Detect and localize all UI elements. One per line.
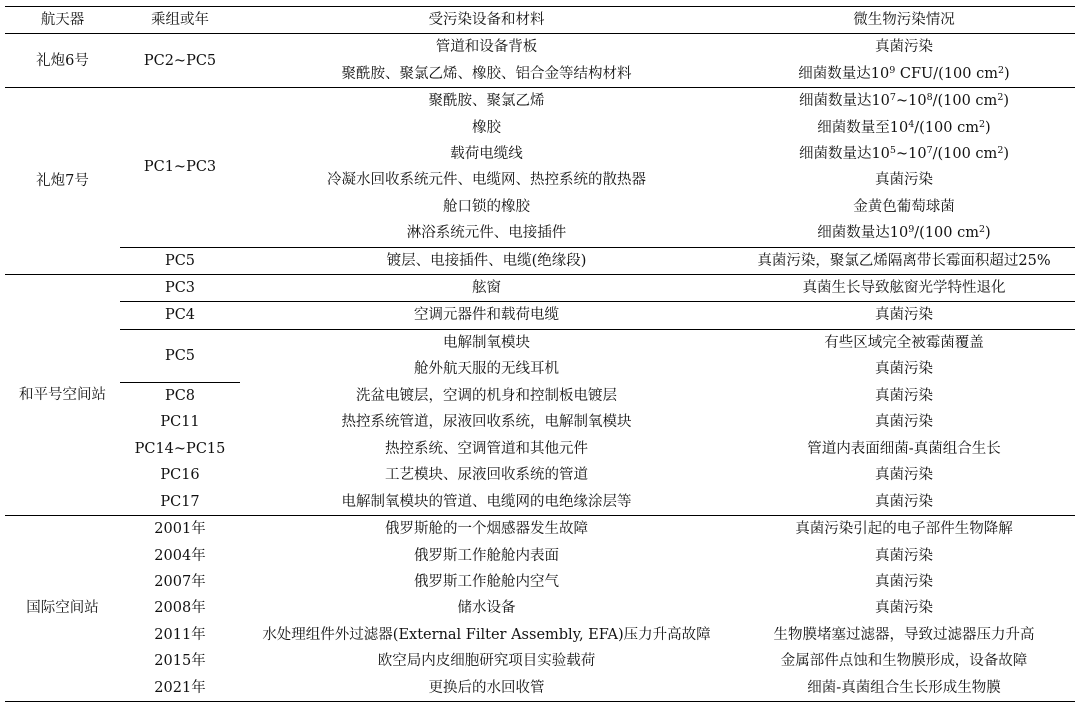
contamination-cell: 真菌污染: [875, 600, 933, 617]
group-iss: [5, 516, 1075, 702]
spacecraft-name: 礼炮6号: [36, 52, 89, 69]
table-row: [5, 675, 1075, 702]
year-cell: 2004年: [154, 547, 206, 564]
superscript: 5: [889, 144, 896, 156]
materials-cell: 俄罗斯工作舱舱内表面: [414, 547, 559, 564]
crew-cell: PC8: [120, 383, 240, 410]
material-line: 冷凝水回收系统元件、电缆网、热控系统的散热器: [327, 172, 646, 189]
contamination-cell: 真菌污染引起的电子部件生物降解: [795, 521, 1013, 538]
group-salyut6: [5, 34, 1075, 88]
materials-cell: 舷窗: [472, 279, 501, 296]
header-materials: 受污染设备和材料: [428, 12, 545, 28]
crew-cell: PC5: [120, 329, 240, 382]
table-row: [5, 302, 1075, 329]
contamination-line: 真菌污染: [875, 39, 933, 56]
contamination-cell: [733, 34, 1075, 88]
materials-cell: 热控系统、空调管道和其他元件: [385, 440, 588, 457]
materials-cell: 俄罗斯舱的一个烟感器发生故障: [385, 521, 588, 538]
contamination-cell: 真菌污染: [875, 573, 933, 590]
superscript: 2: [997, 92, 1004, 104]
text-part: ~10: [895, 93, 927, 110]
contamination-cell: 真菌污染: [733, 302, 1075, 329]
text-part: /(100 cm: [914, 119, 979, 136]
contamination-cell: 真菌污染: [875, 387, 933, 404]
superscript: 2: [978, 118, 986, 130]
year-cell: 2007年: [154, 573, 206, 590]
material-line: 淋浴系统元件、电接插件: [406, 225, 567, 242]
table-row: [5, 409, 1075, 435]
crew-cell: PC16: [160, 467, 200, 484]
crew-cell: PC1~PC3: [143, 159, 217, 176]
contamination-cell: 真菌污染: [875, 467, 933, 484]
table-row: [5, 436, 1075, 462]
crew-cell: PC14~PC15: [134, 440, 226, 457]
text-part: ): [1003, 93, 1010, 110]
text-part: /(100 cm: [932, 145, 998, 162]
year-cell: 2011年: [154, 626, 206, 643]
materials-cell: 工艺模块、尿液回收系统的管道: [385, 467, 588, 484]
contamination-table-wrap: [5, 6, 1075, 702]
contamination-table: [5, 6, 1075, 702]
materials-cell: 储水设备: [457, 600, 516, 617]
table-row: [5, 247, 1075, 274]
materials-cell: 更换后的水回收管: [428, 679, 545, 696]
group-mir: [5, 274, 1075, 515]
header-row: [5, 7, 1075, 34]
table-row: [5, 516, 1075, 543]
contamination-line: [733, 115, 1075, 141]
contamination-line: [733, 141, 1075, 167]
material-line: 聚酰胺、聚氯乙烯、橡胶、铝合金等结构材料: [341, 65, 632, 82]
material-line: 载荷电缆线: [450, 145, 523, 162]
header-crew-year: 乘组或年: [151, 12, 209, 28]
materials-cell: 电解制氧模块的管道、电缆网的电绝缘涂层等: [341, 493, 632, 510]
materials-cell: 镀层、电接插件、电缆(绝缘段): [240, 247, 733, 274]
contamination-cell: 生物膜堵塞过滤器，导致过滤器压力升高: [773, 626, 1035, 643]
table-row: [5, 648, 1075, 674]
table-row: [5, 88, 1075, 247]
table-row: [5, 595, 1075, 621]
table-row: [5, 34, 1075, 88]
text-part: CFU/(100 cm: [895, 65, 998, 82]
crew-cell: PC17: [160, 493, 200, 510]
text-part: 细菌数量达10: [798, 65, 890, 82]
contamination-line: [733, 88, 1075, 114]
contamination-line: [733, 61, 1075, 87]
contamination-line: 真菌污染: [875, 172, 933, 189]
text-part: /(100 cm: [914, 225, 979, 242]
materials-cell: 水处理组件外过滤器(External Filter Assembly, EFA)压力升高故障: [262, 626, 711, 643]
superscript: 2: [978, 224, 986, 236]
materials-cell: 热控系统管道，尿液回收系统，电解制氧模块: [341, 414, 632, 431]
text-part: ): [1004, 65, 1010, 82]
spacecraft-name: 国际空间站: [26, 600, 99, 617]
material-line: 舱口锁的橡胶: [443, 198, 530, 215]
contamination-line: [733, 220, 1075, 246]
superscript: 7: [926, 144, 933, 156]
superscript: 7: [889, 92, 896, 104]
text-part: 细菌数量达10: [798, 93, 890, 110]
text-part: 细菌数量至10: [817, 119, 909, 136]
crew-cell: PC11: [160, 414, 200, 431]
group-salyut7: [5, 88, 1075, 275]
materials-cell: 欧空局内皮细胞研究项目实验载荷: [377, 653, 596, 670]
material-line: 橡胶: [472, 119, 501, 136]
table-row: [5, 329, 1075, 356]
materials-cell: [240, 88, 733, 247]
table-row: [5, 543, 1075, 569]
contamination-cell: 真菌污染: [875, 493, 933, 510]
crew-cell: PC4: [120, 302, 240, 329]
material-line: 管道和设备背板: [435, 39, 538, 56]
text-part: 细菌数量达10: [817, 225, 909, 242]
table-row: [5, 274, 1075, 301]
text-part: ): [1003, 145, 1010, 162]
materials-cell: 电解制氧模块: [240, 329, 733, 356]
contamination-cell: 真菌污染，聚氯乙烯隔离带长霉面积超过25%: [733, 247, 1075, 274]
text-part: /(100 cm: [932, 93, 998, 110]
materials-cell: 洗盆电镀层，空调的机身和控制板电镀层: [356, 387, 617, 404]
table-row: [5, 489, 1075, 516]
superscript: 4: [908, 118, 915, 130]
contamination-cell: 真菌生长导致舷窗光学特性退化: [802, 279, 1006, 296]
contamination-cell: 管道内表面细菌-真菌组合生长: [807, 440, 1001, 457]
contamination-line: 金黄色葡萄球菌: [853, 198, 955, 215]
year-cell: 2001年: [154, 521, 206, 538]
table-row: [5, 622, 1075, 648]
year-cell: 2008年: [154, 600, 206, 617]
superscript: 9: [889, 64, 896, 76]
materials-cell: [240, 34, 733, 88]
text-part: 细菌数量达10: [798, 145, 890, 162]
table-row: [5, 462, 1075, 488]
crew-cell: PC3: [164, 279, 196, 296]
materials-cell: 舱外航天服的无线耳机: [414, 361, 559, 378]
contamination-cell: [733, 88, 1075, 247]
crew-cell: PC5: [120, 247, 240, 274]
crew-cell: PC2~PC5: [143, 52, 217, 69]
superscript: 2: [997, 64, 1005, 76]
contamination-cell: 有些区域完全被霉菌覆盖: [733, 329, 1075, 356]
materials-cell: 俄罗斯工作舱舱内空气: [414, 573, 559, 590]
table-row: [5, 569, 1075, 595]
year-cell: 2015年: [154, 653, 206, 670]
contamination-cell: 细菌-真菌组合生长形成生物膜: [807, 679, 1001, 696]
contamination-cell: 真菌污染: [875, 547, 933, 564]
material-line: 聚酰胺、聚氯乙烯: [428, 93, 545, 110]
header-contamination: 微生物污染情况: [853, 12, 955, 28]
contamination-cell: 金属部件点蚀和生物膜形成，设备故障: [780, 653, 1028, 670]
materials-cell: 空调元器件和载荷电缆: [240, 302, 733, 329]
superscript: 8: [926, 92, 933, 104]
year-cell: 2021年: [154, 679, 206, 696]
table-row: [5, 383, 1075, 410]
header-spacecraft: 航天器: [40, 12, 85, 28]
text-part: ~10: [895, 145, 927, 162]
text-part: ): [985, 225, 991, 242]
text-part: ): [985, 119, 991, 136]
superscript: 9: [908, 224, 915, 236]
contamination-cell: 真菌污染: [875, 414, 933, 431]
spacecraft-name: 礼炮7号: [36, 172, 89, 189]
spacecraft-name: 和平号空间站: [19, 386, 106, 403]
superscript: 2: [997, 144, 1004, 156]
contamination-cell: 真菌污染: [875, 361, 933, 378]
